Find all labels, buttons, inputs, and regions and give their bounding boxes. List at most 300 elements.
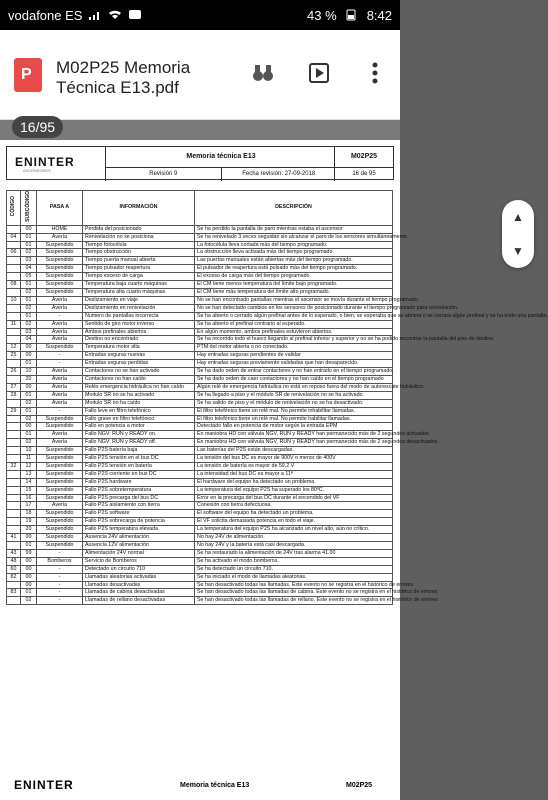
cell-pasa-a: Suspendido xyxy=(37,542,83,550)
cell-subcodigo: 20 xyxy=(21,526,37,534)
cell-codigo: 48 xyxy=(7,557,21,565)
table-row xyxy=(7,478,393,486)
cell-descripcion: Se han desactivado todas las llamadas. Este evento no se registra en el histórico de errores xyxy=(195,581,393,589)
cell-subcodigo: 01 xyxy=(21,281,37,289)
cell-subcodigo: 20 xyxy=(21,375,37,383)
cell-codigo xyxy=(7,415,21,423)
col-descripcion: DESCRIPCIÓN xyxy=(195,191,393,226)
cell-informacion: Temperatura alta cuarto máquinas xyxy=(83,289,195,297)
cell-subcodigo: 02 xyxy=(21,399,37,407)
cell-codigo xyxy=(7,312,21,320)
cell-pasa-a: Suspendido xyxy=(37,494,83,502)
cell-pasa-a: - xyxy=(37,360,83,368)
cell-pasa-a: Avería xyxy=(37,399,83,407)
cell-descripcion: Se han desactivado todas las llamadas de cabina. Este evento no se registra en el histórico de errores xyxy=(195,589,393,597)
cell-codigo xyxy=(7,328,21,336)
cell-pasa-a: Suspendido xyxy=(37,241,83,249)
col-codigo: CÓDIGO xyxy=(10,196,17,217)
cell-subcodigo: 01 xyxy=(21,589,37,597)
scroll-up-icon[interactable]: ▲ xyxy=(512,210,524,224)
scroll-control[interactable] xyxy=(502,200,534,268)
table-row xyxy=(7,462,393,470)
cell-pasa-a: Avería xyxy=(37,502,83,510)
table-row xyxy=(7,439,393,447)
cell-subcodigo: 00 xyxy=(21,225,37,233)
table-row xyxy=(7,526,393,534)
cell-informacion: Alimentación 24V normal xyxy=(83,549,195,557)
cell-informacion: Numero de pantallas incorrecta xyxy=(83,312,195,320)
cell-codigo xyxy=(7,439,21,447)
page-indicator: 16/95 xyxy=(12,116,63,138)
cell-informacion: Perdida del posicionado xyxy=(83,225,195,233)
cell-subcodigo: 01 xyxy=(21,391,37,399)
cell-informacion: Deslizamiento en viaje xyxy=(83,296,195,304)
table-row xyxy=(7,320,393,328)
cell-subcodigo: 16 xyxy=(21,494,37,502)
cell-pasa-a: - xyxy=(37,589,83,597)
cell-codigo: 25 xyxy=(7,352,21,360)
cell-pasa-a: Avería xyxy=(37,304,83,312)
cell-subcodigo: 00 xyxy=(21,581,37,589)
cell-codigo xyxy=(7,502,21,510)
message-icon xyxy=(128,9,142,21)
app-bar xyxy=(0,30,400,120)
table-row xyxy=(7,391,393,399)
cell-pasa-a: Suspendido xyxy=(37,447,83,455)
cell-descripcion: Se ha dado orden de entrar contactores y no han entrado en el tiempo programado. xyxy=(195,368,393,376)
cell-informacion: Fallo leve en filtro telefónico xyxy=(83,407,195,415)
pdf-page xyxy=(0,140,548,770)
cell-pasa-a: Avería xyxy=(37,336,83,344)
cell-descripcion: Error en la precarga del bus DC durante el encendido del VF xyxy=(195,494,393,502)
cell-informacion: Ausencia 24V alimentación xyxy=(83,534,195,542)
cell-pasa-a: Suspendido xyxy=(37,534,83,542)
col-subcodigo: SUBCÓDIGO xyxy=(25,191,32,222)
cell-descripcion: En maniobra HD con válvula NGV, RUN y READY han permanecido más de 2 segundos activados. xyxy=(195,431,393,439)
cell-informacion: Tiempo obstrucción xyxy=(83,249,195,257)
table-row xyxy=(7,312,393,320)
col-informacion: INFORMACIÓN xyxy=(83,191,195,226)
cell-pasa-a: - xyxy=(37,312,83,320)
cell-codigo: 82 xyxy=(7,573,21,581)
cell-descripcion: El filtro telefónico tiene un relé mal. No permite habilitar llamadas. xyxy=(195,415,393,423)
document-title: M02P25 Memoria Técnica E13.pdf xyxy=(56,58,191,97)
cell-codigo: 32 xyxy=(7,462,21,470)
table-row xyxy=(7,241,393,249)
cell-subcodigo: 00 xyxy=(21,344,37,352)
cell-subcodigo: 04 xyxy=(21,336,37,344)
cell-descripcion: Las baterías del P2S están descargadas. xyxy=(195,447,393,455)
cell-codigo xyxy=(7,597,21,605)
table-row xyxy=(7,368,393,376)
cell-codigo xyxy=(7,289,21,297)
cell-descripcion: En maniobra HD con válvula NGV, RUN y READY han permanecido más de 2 segundos desactivados. xyxy=(195,439,393,447)
cell-descripcion: Se ha activado el modo bomberos. xyxy=(195,557,393,565)
cell-subcodigo: 03 xyxy=(21,257,37,265)
cell-subcodigo: 04 xyxy=(21,265,37,273)
cell-informacion: Destino no encontrado xyxy=(83,336,195,344)
cell-informacion: Tiempo exceso de carga xyxy=(83,273,195,281)
cell-subcodigo: 02 xyxy=(21,304,37,312)
table-row xyxy=(7,486,393,494)
cell-descripcion: El filtro telefónico tiene un relé mal. No permite inhabilitar llamadas. xyxy=(195,407,393,415)
table-row xyxy=(7,304,393,312)
cell-informacion: Renivelación no se posiciona xyxy=(83,233,195,241)
cell-informacion: Fallo NGV: RUN y READY off. xyxy=(83,439,195,447)
cell-pasa-a: - xyxy=(37,597,83,605)
cell-subcodigo: 00 xyxy=(21,573,37,581)
table-row xyxy=(7,431,393,439)
cell-descripcion: No hay 24V y la batería está casi descargada. xyxy=(195,542,393,550)
table-row xyxy=(7,352,393,360)
cell-descripcion: Se ha perdido la pantalla de paro mientras estaba el ascensor xyxy=(195,225,393,233)
cell-pasa-a: Avería xyxy=(37,233,83,241)
cell-codigo xyxy=(7,431,21,439)
search-binoculars-icon[interactable] xyxy=(250,60,276,86)
cell-codigo: 28 xyxy=(7,391,21,399)
cell-informacion: Sentido de giro motor inverso xyxy=(83,320,195,328)
cell-informacion: Fallo P2S hardware xyxy=(83,478,195,486)
cell-informacion: Llamadas aleatorias activadas xyxy=(83,573,195,581)
cell-codigo: 43 xyxy=(7,549,21,557)
cell-codigo: 60 xyxy=(7,565,21,573)
carrier-label: vodafone ES xyxy=(8,7,83,23)
table-row xyxy=(7,597,393,605)
cell-pasa-a: Avería xyxy=(37,383,83,391)
cell-subcodigo: 99 xyxy=(21,549,37,557)
cell-codigo xyxy=(7,455,21,463)
cell-codigo xyxy=(7,526,21,534)
cell-codigo: 83 xyxy=(7,589,21,597)
cell-subcodigo: 01 xyxy=(21,233,37,241)
cell-subcodigo: 14 xyxy=(21,478,37,486)
cell-descripcion: Algún relé de emergencia hidráulica no está en reposo fuera del modo de autorescate hidráulico. xyxy=(195,383,393,391)
cell-informacion: Tiempo fotocélula xyxy=(83,241,195,249)
cell-descripcion: La tensión de batería es mayor de 59,2 V xyxy=(195,462,393,470)
table-row xyxy=(7,328,393,336)
cell-subcodigo: 02 xyxy=(21,439,37,447)
table-row xyxy=(7,249,393,257)
cell-codigo xyxy=(7,470,21,478)
cell-subcodigo: 01 xyxy=(21,296,37,304)
cell-informacion: Llamadas de rellano desactivadas xyxy=(83,597,195,605)
cell-descripcion: Se ha restaurado la alimentación de 24V tras alarma 41.00 xyxy=(195,549,393,557)
cell-descripcion: Se ha abierto o cerrado algún prefinal antes de lo esperado, o bien, se esperaba que se abriera o se cerrara algún prefinal y se ha leído una pantalla. xyxy=(195,312,393,320)
table-row xyxy=(7,233,393,241)
table-row xyxy=(7,542,393,550)
table-header xyxy=(7,191,393,226)
next-page-header xyxy=(0,770,400,800)
cell-subcodigo: 01 xyxy=(21,407,37,415)
cell-pasa-a: Suspendido xyxy=(37,265,83,273)
cell-pasa-a: Bomberos xyxy=(37,557,83,565)
wifi-icon xyxy=(108,9,122,21)
cell-descripcion: PTM del motor abierta o no conectado. xyxy=(195,344,393,352)
cell-pasa-a: Suspendido xyxy=(37,510,83,518)
table-row xyxy=(7,407,393,415)
table-row xyxy=(7,557,393,565)
cell-descripcion: Se ha llegado a piso y el módulo SR de renivelación no se ha activado. xyxy=(195,391,393,399)
cell-pasa-a: Suspendido xyxy=(37,470,83,478)
presentation-play-icon[interactable] xyxy=(306,60,332,86)
cell-descripcion: Se ha recorrido todo el hueco llegando al prefinal inferior y superior y no se ha podido encontrar la pantalla del piso de destino. xyxy=(195,336,393,344)
cell-subcodigo: 00 xyxy=(21,383,37,391)
cell-descripcion: Hay entradas seguras pendientes de validar xyxy=(195,352,393,360)
battery-level: 43 % xyxy=(307,7,337,23)
table-row xyxy=(7,581,393,589)
cell-informacion: Llamadas de cabina desactivadas xyxy=(83,589,195,597)
cell-codigo xyxy=(7,447,21,455)
next-page-title: Memoria técnica E13 xyxy=(180,782,250,789)
table-row xyxy=(7,415,393,423)
cell-subcodigo: 01 xyxy=(21,360,37,368)
table-row xyxy=(7,534,393,542)
cell-subcodigo: 15 xyxy=(21,486,37,494)
cell-descripcion: Se ha dado orden de caer contactores y no han caído en el tiempo programado xyxy=(195,375,393,383)
cell-informacion: Fallo NGV: RUN y READY on. xyxy=(83,431,195,439)
cell-pasa-a: - xyxy=(37,407,83,415)
cell-codigo xyxy=(7,399,21,407)
table-row xyxy=(7,336,393,344)
cell-subcodigo: 02 xyxy=(21,249,37,257)
cell-pasa-a: Avería xyxy=(37,328,83,336)
cell-codigo: 41 xyxy=(7,534,21,542)
cell-descripcion: El CM tiene más temperatura del límite alto programado. xyxy=(195,289,393,297)
cell-descripcion: Hay entradas seguras previamente validadas que han desaparecido. xyxy=(195,360,393,368)
cell-informacion: Contactores no han caído xyxy=(83,375,195,383)
cell-subcodigo: 00 xyxy=(21,352,37,360)
cell-codigo: 26 xyxy=(7,368,21,376)
cell-informacion: Tiempo pulsador reapertura xyxy=(83,265,195,273)
cell-descripcion: Se ha iniciado el modo de llamadas aleatorias. xyxy=(195,573,393,581)
cell-informacion: Relés emergencia hidráulica no han caído xyxy=(83,383,195,391)
cell-pasa-a: Suspendido xyxy=(37,257,83,265)
cell-subcodigo: 13 xyxy=(21,470,37,478)
table-row xyxy=(7,399,393,407)
cell-descripcion: No se han detectado cambios en los sensores de posicionado durante el tiempo programado para renivelación. xyxy=(195,304,393,312)
table-row xyxy=(7,470,393,478)
cell-pasa-a: Suspendido xyxy=(37,518,83,526)
cell-informacion: Temperatura baja cuarto máquinas xyxy=(83,281,195,289)
cell-subcodigo: 03 xyxy=(21,328,37,336)
cell-pasa-a: - xyxy=(37,581,83,589)
table-row xyxy=(7,494,393,502)
cell-subcodigo: 00 xyxy=(21,534,37,542)
overflow-menu-icon[interactable] xyxy=(362,60,388,86)
revision-date: Fecha revisión: 27-09-2018 xyxy=(221,168,337,181)
cell-informacion: Detectado un circuito 710 xyxy=(83,565,195,573)
cell-subcodigo: 05 xyxy=(21,273,37,281)
cell-informacion: Tiempo puerta manual abierta xyxy=(83,257,195,265)
cell-codigo: 10 xyxy=(7,296,21,304)
cell-pasa-a: Avería xyxy=(37,431,83,439)
cell-pasa-a: Avería xyxy=(37,296,83,304)
table-row xyxy=(7,455,393,463)
cell-subcodigo: 10 xyxy=(21,368,37,376)
table-row xyxy=(7,383,393,391)
cell-pasa-a: HOME xyxy=(37,225,83,233)
cell-descripcion: La fotocélula lleva cortada más del tiempo programado. xyxy=(195,241,393,249)
cell-informacion: Contactores no se han activado xyxy=(83,368,195,376)
table-row xyxy=(7,225,393,233)
cell-pasa-a: Suspendido xyxy=(37,273,83,281)
cell-informacion: Llamadas desactivadas xyxy=(83,581,195,589)
cell-descripcion: La temperatura del equipo P2S ha superado los 80ºC. xyxy=(195,486,393,494)
table-row xyxy=(7,360,393,368)
cell-descripcion: Se ha abierto el prefinal contrario al esperado. xyxy=(195,320,393,328)
table-row xyxy=(7,296,393,304)
cell-codigo xyxy=(7,375,21,383)
cell-subcodigo: 02 xyxy=(21,597,37,605)
cell-descripcion: La obstrucción lleva activada más del tiempo programado. xyxy=(195,249,393,257)
next-page-logo: ENINTER xyxy=(14,778,74,792)
cell-codigo xyxy=(7,518,21,526)
cell-codigo: 29 xyxy=(7,407,21,415)
scroll-down-icon[interactable]: ▼ xyxy=(512,244,524,258)
table-row xyxy=(7,273,393,281)
cell-informacion: Entradas seguras nuevas xyxy=(83,352,195,360)
cell-subcodigo: 11 xyxy=(21,455,37,463)
col-pasa-a: PASA A xyxy=(37,191,83,226)
cell-codigo xyxy=(7,360,21,368)
cell-informacion: Fallo P2S sobretemperatura xyxy=(83,486,195,494)
cell-informacion: Fallo P2S batería baja xyxy=(83,447,195,455)
cell-informacion: Fallo P2S corriente en bus DC xyxy=(83,470,195,478)
cell-informacion: Fallo P2S temperatura elevada xyxy=(83,526,195,534)
revision: Revisión 9 xyxy=(149,171,178,177)
table-row xyxy=(7,344,393,352)
cell-codigo xyxy=(7,542,21,550)
table-row xyxy=(7,281,393,289)
cell-informacion: Ausencia 12V alimentación xyxy=(83,542,195,550)
cell-pasa-a: Suspendido xyxy=(37,249,83,257)
header-code: M02P25 xyxy=(350,153,378,160)
cell-pasa-a: Suspendido xyxy=(37,415,83,423)
cell-descripcion: La tensión del bus DC es mayor de 900V o menor de 400V xyxy=(195,455,393,463)
cell-informacion: Fallo P2S software xyxy=(83,510,195,518)
cell-subcodigo: 01 xyxy=(21,431,37,439)
pdf-file-icon: P xyxy=(14,58,42,92)
header-title: Memoria técnica E13 xyxy=(186,153,256,160)
table-row xyxy=(7,518,393,526)
document-header xyxy=(6,146,394,180)
cell-codigo xyxy=(7,423,21,431)
cell-informacion: Modulo SR no se ha activado xyxy=(83,391,195,399)
cell-descripcion: La intensidad del bus DC es mayor a 11ª xyxy=(195,470,393,478)
status-bar xyxy=(0,0,400,30)
cell-pasa-a: - xyxy=(37,352,83,360)
cell-pasa-a: Suspendido xyxy=(37,455,83,463)
table-row xyxy=(7,375,393,383)
cell-informacion: Modulo SR no ha caído xyxy=(83,399,195,407)
cell-descripcion: Se han desactivado todas las llamadas de rellano. Este evento no se registra en el histórico de errores xyxy=(195,597,393,605)
cell-subcodigo: 02 xyxy=(21,289,37,297)
cell-pasa-a: - xyxy=(37,565,83,573)
cell-codigo: 27 xyxy=(7,383,21,391)
cell-informacion: Fallo P2S sobrecarga de potencia xyxy=(83,518,195,526)
cell-pasa-a: Suspendido xyxy=(37,486,83,494)
table-row xyxy=(7,265,393,273)
cell-subcodigo: 00 xyxy=(21,565,37,573)
cell-informacion: Servicio de Bomberos xyxy=(83,557,195,565)
cell-pasa-a: Avería xyxy=(37,320,83,328)
table-row xyxy=(7,589,393,597)
cell-codigo xyxy=(7,304,21,312)
cell-descripcion: En algún momento, ambos prefinales estuvieron abiertos. xyxy=(195,328,393,336)
cell-descripcion: Detectado fallo en potencia de motor según la entrada EPM xyxy=(195,423,393,431)
cell-codigo: 12 xyxy=(7,344,21,352)
cell-descripcion: Se ha renivelado 3 veces seguidas sin alcanzar el paro de los sensores simultáneamente. xyxy=(195,233,393,241)
cell-codigo xyxy=(7,225,21,233)
company-logo: ENINTER ASCENSORES xyxy=(15,155,75,173)
cell-pasa-a: Suspendido xyxy=(37,344,83,352)
cell-descripcion: El VF solicita demasiada potencia en todo el viaje. xyxy=(195,518,393,526)
cell-descripcion: El hardware del equipo ha detectado un problema. xyxy=(195,478,393,486)
cell-codigo xyxy=(7,257,21,265)
cell-subcodigo: 18 xyxy=(21,510,37,518)
cell-codigo xyxy=(7,273,21,281)
cell-codigo: 11 xyxy=(7,320,21,328)
cell-descripcion: Conexión con tierra defectuosa. xyxy=(195,502,393,510)
cell-informacion: Deslizamiento en renivelación xyxy=(83,304,195,312)
cell-descripcion: No se han encontrado pantallas mientras el ascensor se movía durante el tiempo programado. xyxy=(195,296,393,304)
cell-descripcion: Se ha salido de piso y el módulo de renivelación no se ha desactivado. xyxy=(195,399,393,407)
cell-descripcion: No hay 24V de alimentación. xyxy=(195,534,393,542)
cell-codigo xyxy=(7,265,21,273)
table-row xyxy=(7,549,393,557)
cell-pasa-a: Suspendido xyxy=(37,423,83,431)
cell-descripcion: La temperatura del equipo P2S ha alcanzado un nivel alto, aún no crítico. xyxy=(195,526,393,534)
cell-pasa-a: - xyxy=(37,549,83,557)
cell-subcodigo: 00 xyxy=(21,423,37,431)
cell-codigo: 08 xyxy=(7,281,21,289)
cell-pasa-a: Suspendido xyxy=(37,478,83,486)
cell-descripcion: Se ha detectado un circuito 710. xyxy=(195,565,393,573)
cell-descripcion: Las puertas manuales están abiertas más del tiempo programado. xyxy=(195,257,393,265)
cell-subcodigo: 12 xyxy=(21,462,37,470)
cell-pasa-a: Suspendido xyxy=(37,281,83,289)
cell-informacion: Fallo en potencia a motor xyxy=(83,423,195,431)
cell-pasa-a: Avería xyxy=(37,368,83,376)
cell-subcodigo: 02 xyxy=(21,415,37,423)
cell-pasa-a: Avería xyxy=(37,375,83,383)
cell-descripcion: El pulsador de reapertura está pulsado más del tiempo programado. xyxy=(195,265,393,273)
cell-descripcion: El exceso de carga más del tiempo programado. xyxy=(195,273,393,281)
cell-codigo xyxy=(7,510,21,518)
cell-subcodigo: 17 xyxy=(21,502,37,510)
cell-informacion: Entradas seguras perdidas xyxy=(83,360,195,368)
cell-informacion: Fallo grave en filtro telefónico xyxy=(83,415,195,423)
cell-informacion: Temperatura motor alta xyxy=(83,344,195,352)
cell-subcodigo: 01 xyxy=(21,542,37,550)
cell-informacion: Fallo P2S tensión en el bus DC xyxy=(83,455,195,463)
cell-pasa-a: Avería xyxy=(37,439,83,447)
page-number: 16 de 95 xyxy=(335,167,393,181)
error-code-table xyxy=(6,190,548,605)
cell-codigo xyxy=(7,241,21,249)
next-page-code: M02P25 xyxy=(346,782,373,789)
cell-pasa-a: Suspendido xyxy=(37,526,83,534)
cell-pasa-a: Avería xyxy=(37,391,83,399)
cell-codigo: 06 xyxy=(7,249,21,257)
cell-informacion: Fallo P2S tensión en batería xyxy=(83,462,195,470)
cell-descripcion: El software del equipo ha detectado un problema. xyxy=(195,510,393,518)
table-row xyxy=(7,423,393,431)
cell-codigo xyxy=(7,336,21,344)
cell-subcodigo: 00 xyxy=(21,557,37,565)
table-row xyxy=(7,510,393,518)
cell-informacion: Fallo P2S aislamiento con tierra xyxy=(83,502,195,510)
